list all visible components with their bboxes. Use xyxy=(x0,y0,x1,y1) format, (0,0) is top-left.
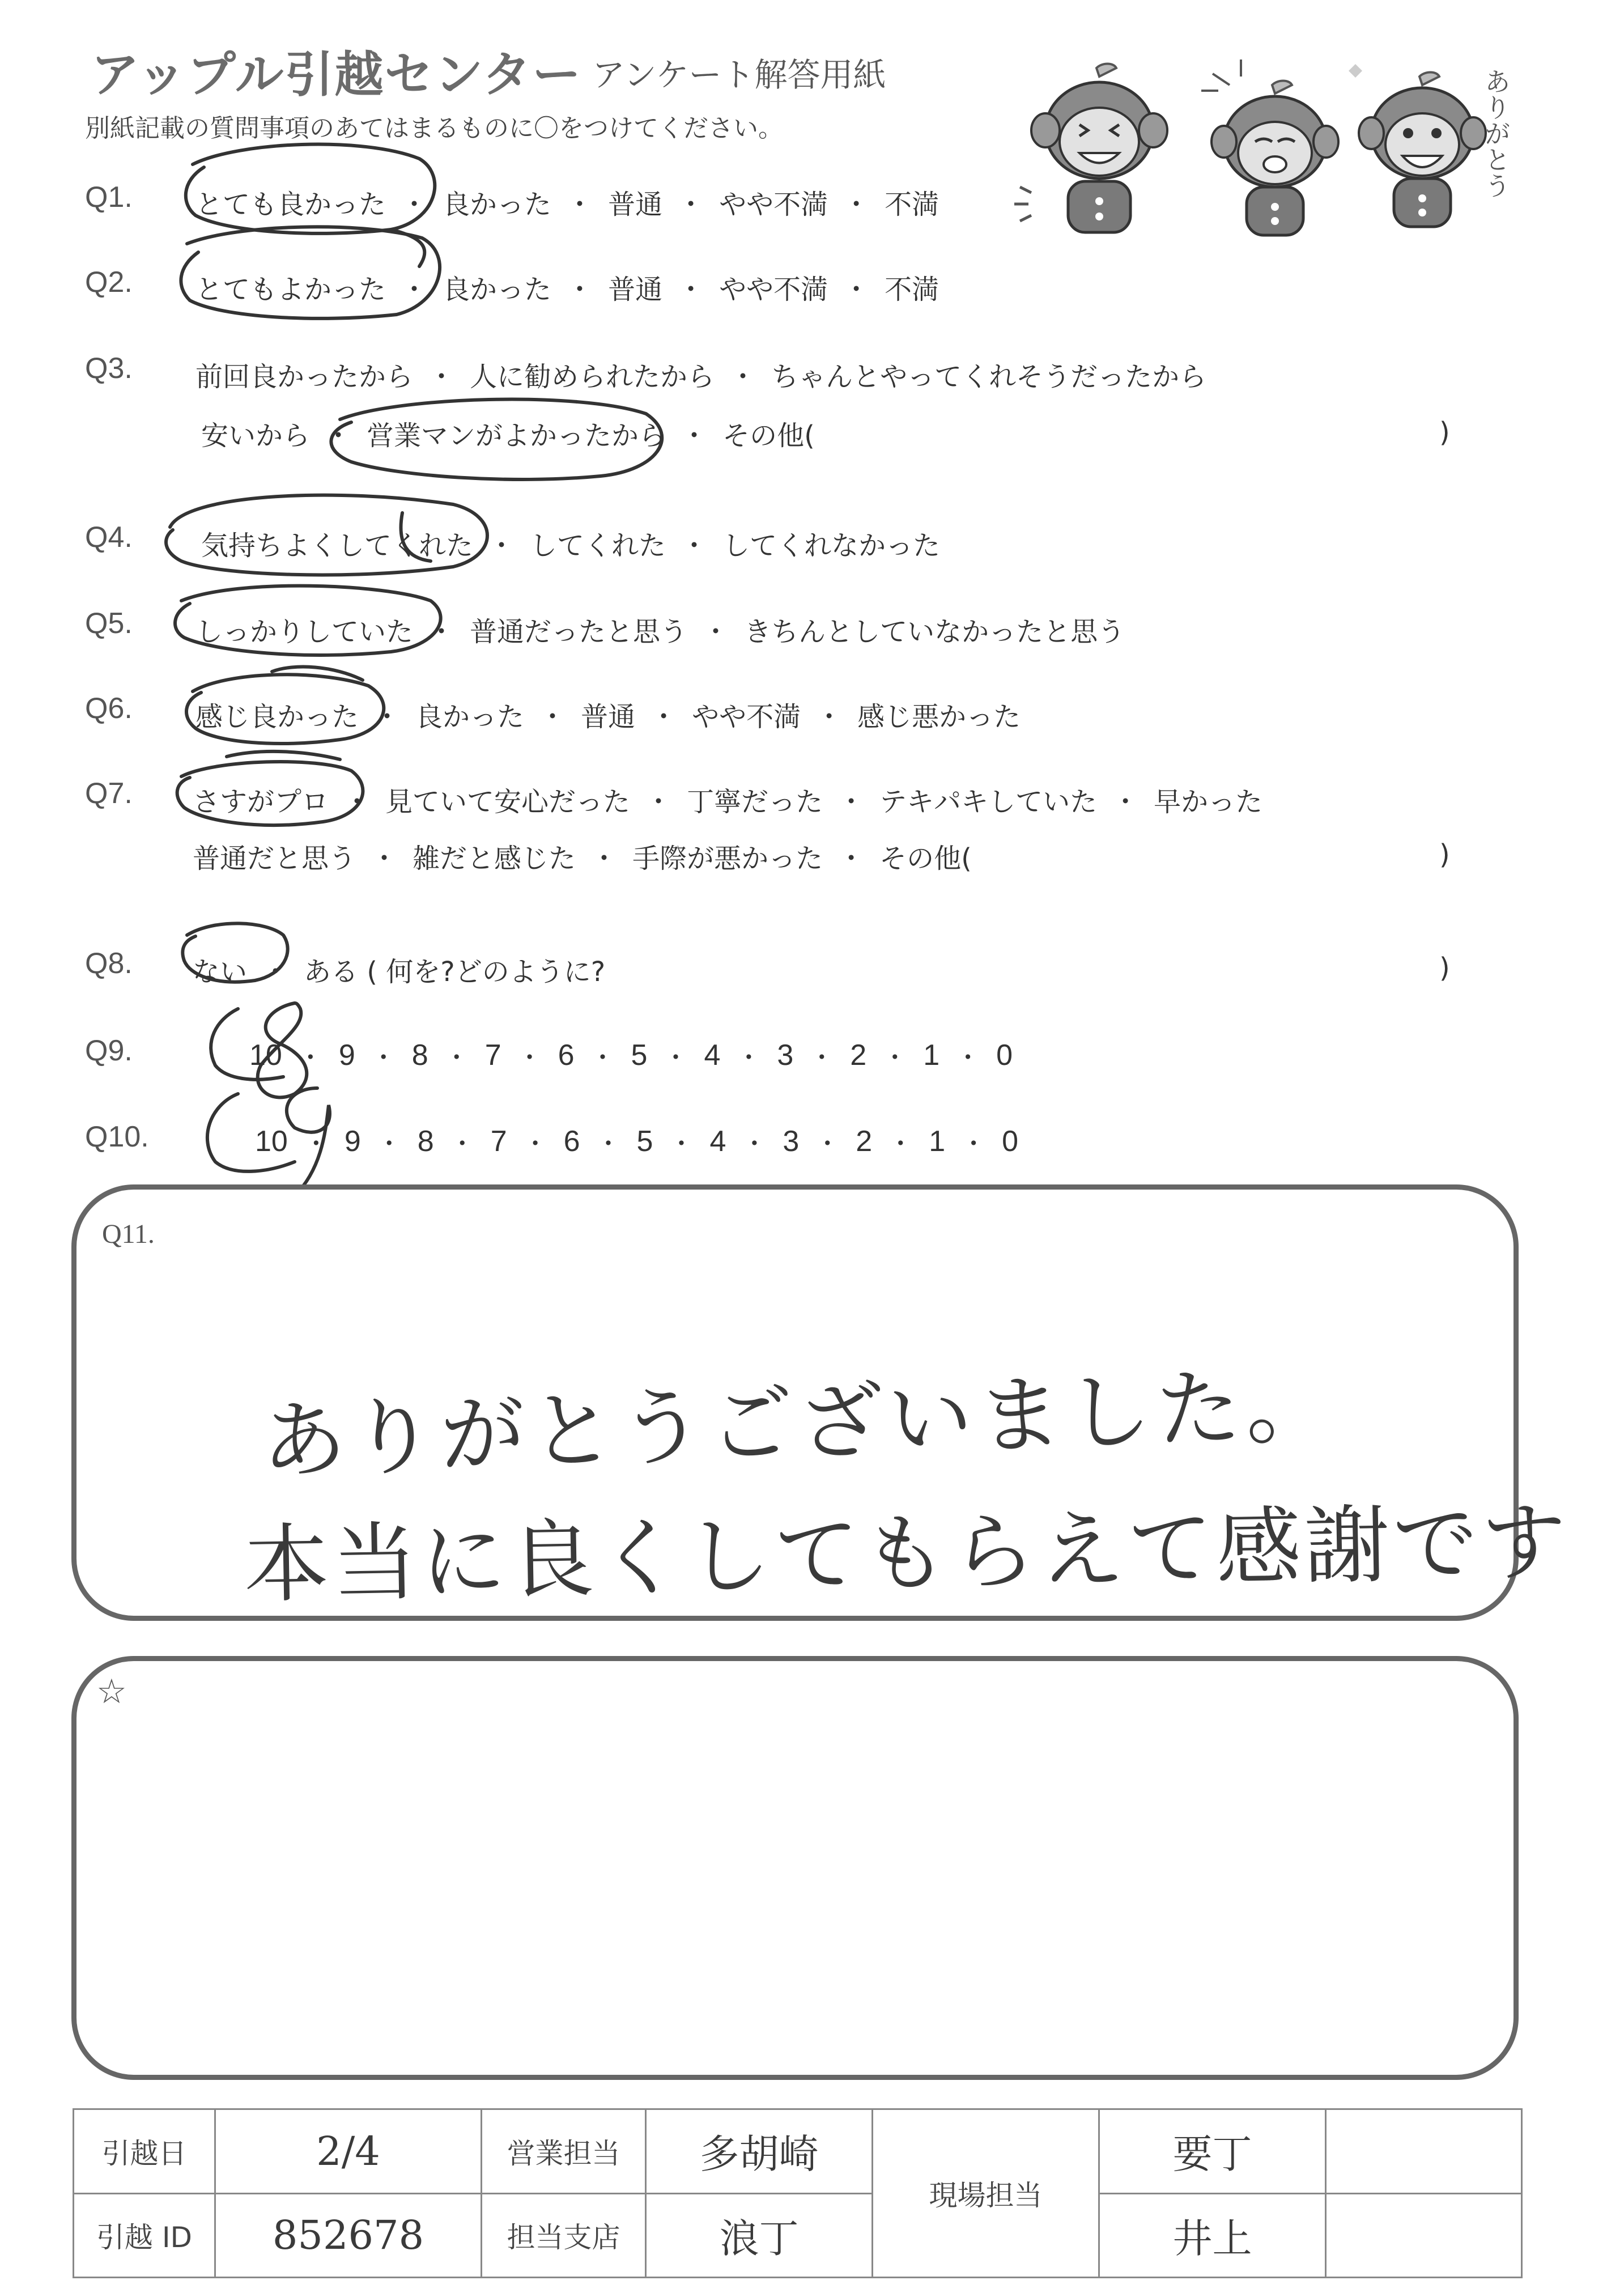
q6-number: Q6. xyxy=(85,692,133,725)
q5-circle-mark xyxy=(175,586,441,655)
q10-score-10[interactable]: 10 xyxy=(255,1125,288,1158)
site-rep-label: 現場担当 xyxy=(873,2109,1099,2278)
q9-score-5[interactable]: 5 xyxy=(631,1039,648,1072)
q6-option-5[interactable]: 感じ悪かった xyxy=(857,701,1021,733)
q9-score-4[interactable]: 4 xyxy=(704,1039,721,1072)
q6-options: 感じ良かった ・ 良かった ・ 普通 ・ やや不満 ・ 感じ悪かった xyxy=(195,695,1021,734)
q10-circle-mark xyxy=(207,1094,295,1171)
q7-option-8[interactable]: 手際が悪かった xyxy=(632,843,823,874)
q8-number: Q8. xyxy=(85,947,133,980)
q9-number: Q9. xyxy=(85,1034,133,1067)
q1-options: とても良かった ・ 良かった ・ 普通 ・ やや不満 ・ 不満 xyxy=(195,182,939,222)
q9-score-3[interactable]: 3 xyxy=(777,1039,794,1072)
q9-score-2[interactable]: 2 xyxy=(850,1039,867,1072)
q2-options: とてもよかった ・ 良かった ・ 普通 ・ やや不満 ・ 不満 xyxy=(195,267,939,307)
q7-option-4[interactable]: テキパキしていた xyxy=(879,786,1098,818)
q7-option-7[interactable]: 雑だと感じた xyxy=(413,843,576,874)
instructions-text: 別紙記載の質問事項のあてはまるものに〇をつけてください。 xyxy=(85,114,783,143)
q7-option-1[interactable]: さすがプロ xyxy=(193,786,329,818)
q3-option-1[interactable]: 前回良かったから xyxy=(195,361,414,393)
q10-score-0[interactable]: 0 xyxy=(1002,1125,1019,1158)
q3-option-2[interactable]: 人に勧められたから xyxy=(470,361,715,393)
branch-label: 担当支店 xyxy=(482,2193,646,2278)
q10-score-7[interactable]: 7 xyxy=(490,1125,507,1158)
q2-circle-mark xyxy=(181,227,440,319)
q8-option-2[interactable]: ある ( 何を?どのように? xyxy=(304,956,606,988)
q2-option-5[interactable]: 不満 xyxy=(885,274,939,305)
q9-score-1[interactable]: 1 xyxy=(923,1039,940,1072)
q6-circle-mark xyxy=(186,674,384,744)
q3-option-5[interactable]: 営業マンがよかったから xyxy=(367,420,666,452)
q6-option-2[interactable]: 良かった xyxy=(415,701,525,733)
company-title: アップル引越センター xyxy=(91,46,583,103)
q9-score-6[interactable]: 6 xyxy=(558,1039,575,1072)
q6-option-1[interactable]: 感じ良かった xyxy=(195,701,359,733)
q10-number: Q10. xyxy=(85,1120,149,1153)
q10-score-3[interactable]: 3 xyxy=(783,1125,800,1158)
q3-option-other[interactable]: その他( xyxy=(722,420,815,452)
q7-number: Q7. xyxy=(85,777,133,810)
q7-option-5[interactable]: 早かった xyxy=(1154,786,1263,818)
q7-options-line2: 普通だと思う ・ 雑だと感じた ・ 手際が悪かった ・ その他( xyxy=(193,836,972,876)
sales-rep-value[interactable]: 多胡崎 xyxy=(646,2109,873,2194)
q2-option-2[interactable]: 良かった xyxy=(443,274,552,305)
q7-option-other[interactable]: その他( xyxy=(879,843,972,874)
sales-rep-label: 営業担当 xyxy=(482,2109,646,2194)
q4-option-2[interactable]: してくれた xyxy=(530,530,666,562)
q2-option-4[interactable]: やや不満 xyxy=(719,274,828,305)
branch-value[interactable]: 浪丁 xyxy=(646,2193,873,2278)
q5-number: Q5. xyxy=(85,607,133,640)
q4-options: 気持ちよくしてくれた ・ してくれた ・ してくれなかった xyxy=(201,524,940,563)
q10-score-2[interactable]: 2 xyxy=(856,1125,873,1158)
q9-score-9[interactable]: 9 xyxy=(338,1039,355,1072)
moving-id-label: 引越 ID xyxy=(74,2193,215,2278)
q11-handwritten-line-1: ありがとうございました。 xyxy=(260,1355,1337,1492)
q9-circle-mark xyxy=(211,1009,283,1080)
q4-option-1[interactable]: 気持ちよくしてくれた xyxy=(201,530,474,562)
q11-label: Q11. xyxy=(102,1219,155,1249)
site-rep-value-1[interactable]: 要丁 xyxy=(1099,2109,1326,2194)
q10-score-1[interactable]: 1 xyxy=(929,1125,946,1158)
q1-option-1[interactable]: とても良かった xyxy=(195,189,386,220)
footer-table xyxy=(73,2108,1523,2278)
q9-score-0[interactable]: 0 xyxy=(996,1039,1013,1072)
q4-option-3[interactable]: してくれなかった xyxy=(722,530,941,562)
q1-option-2[interactable]: 良かった xyxy=(443,189,552,220)
q1-circle-mark xyxy=(186,145,435,233)
mascot-caption: ありがとう xyxy=(1481,68,1511,198)
q3-options-line1: 前回良かったから ・ 人に勧められたから ・ ちゃんとやってくれそうだったから xyxy=(195,355,1206,394)
form-subtitle: アンケート解答用紙 xyxy=(592,56,886,94)
q7-options-line1: さすがプロ ・ 見ていて安心だった ・ 丁寧だった ・ テキパキしていた ・ 早かった xyxy=(193,780,1262,819)
q8-option-1[interactable]: ない xyxy=(193,956,248,988)
q8-circle-mark xyxy=(182,923,287,982)
moving-date-value[interactable]: 2/4 xyxy=(215,2109,482,2194)
q3-options-line2: 安いから ・ 営業マンがよかったから ・ その他( xyxy=(201,414,815,453)
q9-scale: 10 ・ 9 ・ 8 ・ 7 ・ 6 ・ 5 ・ 4 ・ 3 ・ 2 ・ 1 ・ 0 xyxy=(249,1039,1013,1072)
site-rep-extra-cell-1[interactable] xyxy=(1326,2109,1522,2194)
q1-option-3[interactable]: 普通 xyxy=(608,189,663,220)
q6-option-4[interactable]: やや不満 xyxy=(692,701,801,733)
q9-eight-mark xyxy=(258,1003,307,1097)
q7-circle-mark xyxy=(177,762,363,825)
q9-score-8[interactable]: 8 xyxy=(411,1039,428,1072)
q10-score-8[interactable]: 8 xyxy=(417,1125,434,1158)
q10-score-9[interactable]: 9 xyxy=(344,1125,361,1158)
q7-option-2[interactable]: 見ていて安心だった xyxy=(385,786,631,818)
q4-number: Q4. xyxy=(85,521,133,554)
q3-option-4[interactable]: 安いから xyxy=(201,420,311,452)
site-rep-value-2[interactable]: 井上 xyxy=(1099,2193,1326,2278)
q2-number: Q2. xyxy=(85,266,133,299)
q7-paren-close: ) xyxy=(1439,839,1450,871)
q9-score-10[interactable]: 10 xyxy=(249,1039,282,1072)
q5-options: しっかりしていた ・ 普通だったと思う ・ きちんとしていなかったと思う xyxy=(195,610,1125,649)
q11-handwritten-line-2: 本当に良くしてもらえて感謝です xyxy=(243,1493,1571,1615)
q10-score-5[interactable]: 5 xyxy=(636,1125,653,1158)
site-rep-extra-cell-2[interactable] xyxy=(1326,2193,1522,2278)
q8-options: ない ・ ある ( 何を?どのように? xyxy=(193,950,605,989)
q3-number: Q3. xyxy=(85,352,133,385)
q10-scale: 10 ・ 9 ・ 8 ・ 7 ・ 6 ・ 5 ・ 4 ・ 3 ・ 2 ・ 1 ・ 0 xyxy=(255,1125,1019,1158)
q5-option-1[interactable]: しっかりしていた xyxy=(195,616,414,648)
q2-option-3[interactable]: 普通 xyxy=(608,274,663,305)
q3-option-3[interactable]: ちゃんとやってくれそうだったから xyxy=(771,361,1207,393)
q7-option-3[interactable]: 丁寧だった xyxy=(687,786,823,818)
q6-option-3[interactable]: 普通 xyxy=(581,701,636,733)
moving-id-value[interactable]: 852678 xyxy=(215,2193,482,2278)
q4-circle-mark xyxy=(166,495,487,575)
q1-option-5[interactable]: 不満 xyxy=(885,189,939,220)
q9-score-7[interactable]: 7 xyxy=(484,1039,501,1072)
q7-option-6[interactable]: 普通だと思う xyxy=(193,843,356,874)
q5-option-3[interactable]: きちんとしていなかったと思う xyxy=(744,616,1125,648)
q5-option-2[interactable]: 普通だったと思う xyxy=(470,616,688,648)
q10-score-4[interactable]: 4 xyxy=(709,1125,726,1158)
q1-option-4[interactable]: やや不満 xyxy=(719,189,828,220)
star-comment-box[interactable] xyxy=(71,1656,1519,2080)
q2-option-1[interactable]: とてもよかった xyxy=(195,274,386,305)
q4-extra-stroke xyxy=(401,513,431,561)
q1-q2-connector-mark xyxy=(391,230,424,266)
moving-date-label: 引越日 xyxy=(74,2109,215,2194)
star-label: ☆ xyxy=(96,1673,127,1710)
q3-paren-close: ) xyxy=(1439,417,1450,448)
q1-number: Q1. xyxy=(85,181,133,214)
q10-score-6[interactable]: 6 xyxy=(563,1125,580,1158)
q3-circle-mark xyxy=(331,400,662,479)
q7-extra-stroke xyxy=(227,751,340,759)
q8-paren-close: ) xyxy=(1439,952,1450,984)
